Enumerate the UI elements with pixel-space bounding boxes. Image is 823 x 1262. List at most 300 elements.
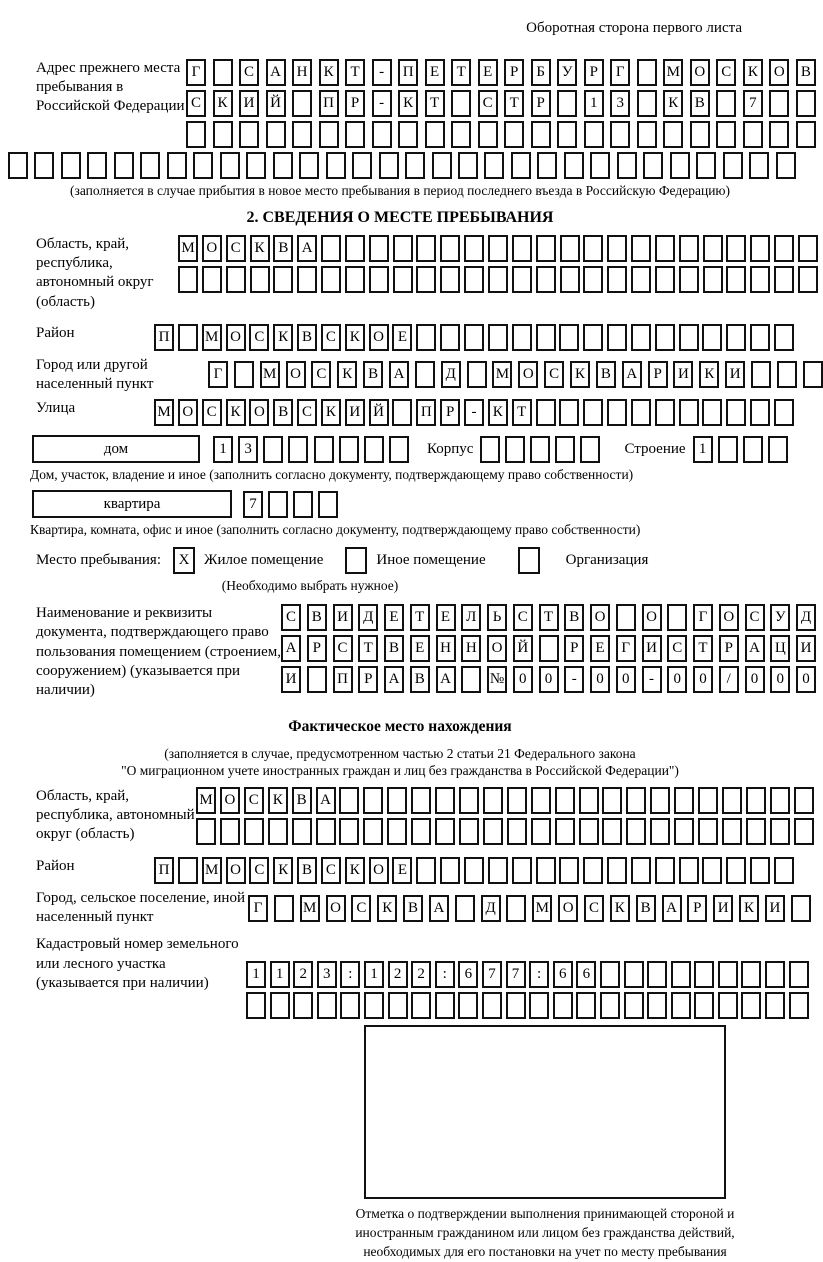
char-cell[interactable]: :: [529, 961, 549, 988]
checkbox-other-premises[interactable]: [345, 547, 367, 574]
char-cell[interactable]: [213, 121, 233, 148]
char-cell[interactable]: №: [487, 666, 507, 693]
char-cell[interactable]: [34, 152, 54, 179]
char-cell[interactable]: К: [743, 59, 763, 86]
char-cell[interactable]: [600, 961, 620, 988]
char-cell[interactable]: О: [220, 787, 240, 814]
char-cell[interactable]: [647, 992, 667, 1019]
char-cell[interactable]: С: [226, 235, 246, 262]
char-cell[interactable]: [480, 436, 500, 463]
char-cell[interactable]: [741, 992, 761, 1019]
char-cell[interactable]: [416, 235, 436, 262]
char-cell[interactable]: А: [622, 361, 642, 388]
char-cell[interactable]: [694, 961, 714, 988]
char-cell[interactable]: [746, 787, 766, 814]
char-cell[interactable]: [643, 152, 663, 179]
char-cell[interactable]: [435, 992, 455, 1019]
char-cell[interactable]: [488, 324, 508, 351]
char-cell[interactable]: М: [178, 235, 198, 262]
char-cell[interactable]: Р: [564, 635, 584, 662]
char-cell[interactable]: [539, 635, 559, 662]
char-cell[interactable]: -: [372, 90, 392, 117]
char-cell[interactable]: Е: [392, 324, 412, 351]
char-cell[interactable]: М: [300, 895, 320, 922]
char-cell[interactable]: -: [642, 666, 662, 693]
char-cell[interactable]: И: [345, 399, 365, 426]
char-cell[interactable]: [425, 121, 445, 148]
char-cell[interactable]: [765, 992, 785, 1019]
char-cell[interactable]: К: [273, 857, 293, 884]
char-cell[interactable]: 7: [743, 90, 763, 117]
char-cell[interactable]: /: [719, 666, 739, 693]
char-cell[interactable]: К: [488, 399, 508, 426]
char-cell[interactable]: [484, 152, 504, 179]
char-cell[interactable]: [363, 818, 383, 845]
char-cell[interactable]: [87, 152, 107, 179]
char-cell[interactable]: [292, 90, 312, 117]
char-cell[interactable]: 2: [293, 961, 313, 988]
char-cell[interactable]: [411, 818, 431, 845]
char-cell[interactable]: [239, 121, 259, 148]
char-cell[interactable]: [505, 436, 525, 463]
char-cell[interactable]: М: [196, 787, 216, 814]
char-cell[interactable]: К: [345, 324, 365, 351]
char-cell[interactable]: А: [316, 787, 336, 814]
char-cell[interactable]: С: [297, 399, 317, 426]
char-cell[interactable]: Б: [531, 59, 551, 86]
char-cell[interactable]: В: [297, 857, 317, 884]
char-cell[interactable]: [482, 992, 502, 1019]
char-cell[interactable]: [631, 399, 651, 426]
char-cell[interactable]: Р: [648, 361, 668, 388]
char-cell[interactable]: [464, 857, 484, 884]
char-cell[interactable]: [674, 818, 694, 845]
char-cell[interactable]: Г: [208, 361, 228, 388]
char-cell[interactable]: [718, 961, 738, 988]
char-cell[interactable]: [655, 235, 675, 262]
char-cell[interactable]: И: [673, 361, 693, 388]
char-cell[interactable]: [607, 857, 627, 884]
char-cell[interactable]: [726, 857, 746, 884]
char-cell[interactable]: Е: [590, 635, 610, 662]
char-cell[interactable]: С: [244, 787, 264, 814]
char-cell[interactable]: [345, 121, 365, 148]
char-cell[interactable]: [314, 436, 334, 463]
char-cell[interactable]: [459, 818, 479, 845]
char-cell[interactable]: В: [564, 604, 584, 631]
char-cell[interactable]: И: [281, 666, 301, 693]
char-cell[interactable]: Р: [719, 635, 739, 662]
char-cell[interactable]: Т: [425, 90, 445, 117]
char-cell[interactable]: [647, 961, 667, 988]
char-cell[interactable]: 0: [796, 666, 816, 693]
char-cell[interactable]: 3: [610, 90, 630, 117]
char-cell[interactable]: А: [266, 59, 286, 86]
char-cell[interactable]: [451, 121, 471, 148]
char-cell[interactable]: [583, 324, 603, 351]
char-cell[interactable]: [537, 152, 557, 179]
char-cell[interactable]: В: [292, 787, 312, 814]
char-cell[interactable]: [746, 818, 766, 845]
char-cell[interactable]: [387, 818, 407, 845]
char-cell[interactable]: [750, 235, 770, 262]
char-cell[interactable]: [339, 787, 359, 814]
char-cell[interactable]: Г: [693, 604, 713, 631]
char-cell[interactable]: [716, 90, 736, 117]
char-cell[interactable]: [583, 235, 603, 262]
char-cell[interactable]: [440, 324, 460, 351]
checkbox-residential[interactable]: X: [173, 547, 195, 574]
char-cell[interactable]: [273, 152, 293, 179]
char-cell[interactable]: [631, 857, 651, 884]
char-cell[interactable]: [268, 491, 288, 518]
char-cell[interactable]: 0: [770, 666, 790, 693]
char-cell[interactable]: Г: [186, 59, 206, 86]
char-cell[interactable]: [655, 266, 675, 293]
char-cell[interactable]: [268, 818, 288, 845]
char-cell[interactable]: [507, 787, 527, 814]
char-cell[interactable]: [536, 857, 556, 884]
char-cell[interactable]: [488, 266, 508, 293]
char-cell[interactable]: [769, 121, 789, 148]
char-cell[interactable]: К: [268, 787, 288, 814]
char-cell[interactable]: [244, 818, 264, 845]
char-cell[interactable]: [339, 818, 359, 845]
char-cell[interactable]: О: [369, 857, 389, 884]
char-cell[interactable]: С: [186, 90, 206, 117]
char-cell[interactable]: [743, 436, 763, 463]
char-cell[interactable]: К: [610, 895, 630, 922]
char-cell[interactable]: Р: [687, 895, 707, 922]
char-cell[interactable]: [220, 152, 240, 179]
char-cell[interactable]: Т: [358, 635, 378, 662]
char-cell[interactable]: [531, 787, 551, 814]
char-cell[interactable]: Р: [440, 399, 460, 426]
char-cell[interactable]: 0: [693, 666, 713, 693]
char-cell[interactable]: [726, 266, 746, 293]
char-cell[interactable]: [610, 121, 630, 148]
char-cell[interactable]: Д: [796, 604, 816, 631]
char-cell[interactable]: Р: [307, 635, 327, 662]
char-cell[interactable]: [321, 235, 341, 262]
char-cell[interactable]: [293, 491, 313, 518]
checkbox-organization[interactable]: [518, 547, 540, 574]
char-cell[interactable]: С: [716, 59, 736, 86]
char-cell[interactable]: 1: [213, 436, 233, 463]
char-cell[interactable]: [416, 266, 436, 293]
char-cell[interactable]: 0: [513, 666, 533, 693]
char-cell[interactable]: [702, 857, 722, 884]
char-cell[interactable]: [723, 152, 743, 179]
char-cell[interactable]: 2: [388, 961, 408, 988]
char-cell[interactable]: [435, 787, 455, 814]
char-cell[interactable]: В: [596, 361, 616, 388]
char-cell[interactable]: [536, 235, 556, 262]
char-cell[interactable]: [458, 992, 478, 1019]
char-cell[interactable]: [196, 818, 216, 845]
char-cell[interactable]: [193, 152, 213, 179]
char-cell[interactable]: Р: [358, 666, 378, 693]
char-cell[interactable]: [768, 436, 788, 463]
char-cell[interactable]: [624, 992, 644, 1019]
char-cell[interactable]: [631, 324, 651, 351]
char-cell[interactable]: М: [260, 361, 280, 388]
char-cell[interactable]: О: [226, 857, 246, 884]
char-cell[interactable]: [579, 787, 599, 814]
char-cell[interactable]: [774, 399, 794, 426]
char-cell[interactable]: С: [351, 895, 371, 922]
char-cell[interactable]: [512, 235, 532, 262]
char-cell[interactable]: 1: [364, 961, 384, 988]
char-cell[interactable]: [794, 818, 814, 845]
char-cell[interactable]: К: [213, 90, 233, 117]
char-cell[interactable]: К: [345, 857, 365, 884]
char-cell[interactable]: [750, 857, 770, 884]
char-cell[interactable]: [316, 818, 336, 845]
char-cell[interactable]: 0: [590, 666, 610, 693]
char-cell[interactable]: [167, 152, 187, 179]
char-cell[interactable]: [288, 436, 308, 463]
char-cell[interactable]: [789, 992, 809, 1019]
char-cell[interactable]: [702, 399, 722, 426]
char-cell[interactable]: [631, 266, 651, 293]
char-cell[interactable]: 6: [576, 961, 596, 988]
char-cell[interactable]: [796, 90, 816, 117]
char-cell[interactable]: В: [636, 895, 656, 922]
char-cell[interactable]: [750, 399, 770, 426]
char-cell[interactable]: [655, 324, 675, 351]
char-cell[interactable]: [507, 818, 527, 845]
char-cell[interactable]: С: [478, 90, 498, 117]
char-cell[interactable]: К: [319, 59, 339, 86]
char-cell[interactable]: [318, 491, 338, 518]
char-cell[interactable]: [722, 818, 742, 845]
char-cell[interactable]: [478, 121, 498, 148]
char-cell[interactable]: И: [713, 895, 733, 922]
char-cell[interactable]: [774, 857, 794, 884]
char-cell[interactable]: А: [281, 635, 301, 662]
char-cell[interactable]: [726, 235, 746, 262]
char-cell[interactable]: В: [273, 399, 293, 426]
char-cell[interactable]: С: [239, 59, 259, 86]
char-cell[interactable]: В: [796, 59, 816, 86]
char-cell[interactable]: [718, 992, 738, 1019]
char-cell[interactable]: [741, 961, 761, 988]
char-cell[interactable]: К: [377, 895, 397, 922]
char-cell[interactable]: [607, 399, 627, 426]
char-cell[interactable]: К: [739, 895, 759, 922]
char-cell[interactable]: [326, 152, 346, 179]
char-cell[interactable]: А: [429, 895, 449, 922]
char-cell[interactable]: [560, 266, 580, 293]
char-cell[interactable]: Д: [441, 361, 461, 388]
char-cell[interactable]: П: [319, 90, 339, 117]
char-cell[interactable]: [602, 787, 622, 814]
char-cell[interactable]: [178, 324, 198, 351]
char-cell[interactable]: 3: [238, 436, 258, 463]
char-cell[interactable]: О: [226, 324, 246, 351]
char-cell[interactable]: [364, 992, 384, 1019]
char-cell[interactable]: К: [321, 399, 341, 426]
char-cell[interactable]: [555, 818, 575, 845]
char-cell[interactable]: -: [464, 399, 484, 426]
char-cell[interactable]: А: [384, 666, 404, 693]
char-cell[interactable]: [553, 992, 573, 1019]
char-cell[interactable]: [770, 787, 790, 814]
char-cell[interactable]: П: [416, 399, 436, 426]
char-cell[interactable]: [776, 152, 796, 179]
char-cell[interactable]: О: [518, 361, 538, 388]
char-cell[interactable]: [512, 857, 532, 884]
char-cell[interactable]: [559, 857, 579, 884]
char-cell[interactable]: К: [570, 361, 590, 388]
char-cell[interactable]: Ь: [487, 604, 507, 631]
char-cell[interactable]: [679, 324, 699, 351]
char-cell[interactable]: Т: [512, 399, 532, 426]
char-cell[interactable]: [531, 121, 551, 148]
char-cell[interactable]: [250, 266, 270, 293]
char-cell[interactable]: [483, 818, 503, 845]
char-cell[interactable]: [607, 266, 627, 293]
char-cell[interactable]: [671, 992, 691, 1019]
char-cell[interactable]: П: [154, 324, 174, 351]
char-cell[interactable]: В: [690, 90, 710, 117]
char-cell[interactable]: [512, 266, 532, 293]
char-cell[interactable]: [369, 266, 389, 293]
char-cell[interactable]: Т: [451, 59, 471, 86]
char-cell[interactable]: [388, 992, 408, 1019]
char-cell[interactable]: К: [398, 90, 418, 117]
char-cell[interactable]: [749, 152, 769, 179]
char-cell[interactable]: [455, 895, 475, 922]
char-cell[interactable]: М: [663, 59, 683, 86]
char-cell[interactable]: Е: [436, 604, 456, 631]
char-cell[interactable]: [372, 121, 392, 148]
char-cell[interactable]: [718, 436, 738, 463]
char-cell[interactable]: :: [435, 961, 455, 988]
char-cell[interactable]: [798, 235, 818, 262]
char-cell[interactable]: [765, 961, 785, 988]
char-cell[interactable]: И: [765, 895, 785, 922]
char-cell[interactable]: [583, 857, 603, 884]
char-cell[interactable]: [178, 266, 198, 293]
char-cell[interactable]: О: [326, 895, 346, 922]
char-cell[interactable]: [389, 436, 409, 463]
char-cell[interactable]: [411, 787, 431, 814]
char-cell[interactable]: С: [333, 635, 353, 662]
char-cell[interactable]: 7: [482, 961, 502, 988]
char-cell[interactable]: [352, 152, 372, 179]
char-cell[interactable]: [483, 787, 503, 814]
char-cell[interactable]: М: [202, 857, 222, 884]
char-cell[interactable]: 1: [246, 961, 266, 988]
char-cell[interactable]: С: [513, 604, 533, 631]
char-cell[interactable]: [576, 992, 596, 1019]
char-cell[interactable]: 3: [317, 961, 337, 988]
char-cell[interactable]: Г: [616, 635, 636, 662]
char-cell[interactable]: [506, 895, 526, 922]
char-cell[interactable]: [631, 235, 651, 262]
char-cell[interactable]: [794, 787, 814, 814]
char-cell[interactable]: О: [249, 399, 269, 426]
char-cell[interactable]: [266, 121, 286, 148]
char-cell[interactable]: Р: [531, 90, 551, 117]
char-cell[interactable]: [698, 787, 718, 814]
char-cell[interactable]: [273, 266, 293, 293]
char-cell[interactable]: [626, 787, 646, 814]
char-cell[interactable]: А: [389, 361, 409, 388]
char-cell[interactable]: [555, 787, 575, 814]
char-cell[interactable]: [415, 361, 435, 388]
char-cell[interactable]: Т: [693, 635, 713, 662]
char-cell[interactable]: [186, 121, 206, 148]
char-cell[interactable]: [796, 121, 816, 148]
char-cell[interactable]: 2: [411, 961, 431, 988]
char-cell[interactable]: К: [250, 235, 270, 262]
char-cell[interactable]: В: [273, 235, 293, 262]
char-cell[interactable]: [694, 992, 714, 1019]
char-cell[interactable]: О: [719, 604, 739, 631]
char-cell[interactable]: [459, 787, 479, 814]
char-cell[interactable]: С: [584, 895, 604, 922]
char-cell[interactable]: 0: [745, 666, 765, 693]
char-cell[interactable]: Д: [481, 895, 501, 922]
char-cell[interactable]: [364, 436, 384, 463]
char-cell[interactable]: [416, 857, 436, 884]
char-cell[interactable]: [411, 992, 431, 1019]
char-cell[interactable]: [803, 361, 823, 388]
char-cell[interactable]: М: [532, 895, 552, 922]
char-cell[interactable]: [511, 152, 531, 179]
char-cell[interactable]: [696, 152, 716, 179]
char-cell[interactable]: [743, 121, 763, 148]
char-cell[interactable]: О: [369, 324, 389, 351]
char-cell[interactable]: [655, 857, 675, 884]
char-cell[interactable]: [777, 361, 797, 388]
char-cell[interactable]: У: [557, 59, 577, 86]
char-cell[interactable]: Ц: [770, 635, 790, 662]
char-cell[interactable]: [583, 266, 603, 293]
char-cell[interactable]: В: [307, 604, 327, 631]
char-cell[interactable]: [317, 992, 337, 1019]
char-cell[interactable]: Е: [392, 857, 412, 884]
char-cell[interactable]: [564, 152, 584, 179]
char-cell[interactable]: [637, 90, 657, 117]
char-cell[interactable]: С: [544, 361, 564, 388]
char-cell[interactable]: [536, 324, 556, 351]
char-cell[interactable]: [321, 266, 341, 293]
char-cell[interactable]: Н: [461, 635, 481, 662]
char-cell[interactable]: П: [398, 59, 418, 86]
char-cell[interactable]: Р: [584, 59, 604, 86]
char-cell[interactable]: [393, 235, 413, 262]
char-cell[interactable]: [435, 818, 455, 845]
char-cell[interactable]: [345, 235, 365, 262]
char-cell[interactable]: [292, 121, 312, 148]
char-cell[interactable]: [297, 266, 317, 293]
char-cell[interactable]: С: [311, 361, 331, 388]
char-cell[interactable]: [393, 266, 413, 293]
char-cell[interactable]: [387, 787, 407, 814]
char-cell[interactable]: [464, 266, 484, 293]
char-cell[interactable]: В: [410, 666, 430, 693]
char-cell[interactable]: -: [372, 59, 392, 86]
char-cell[interactable]: -: [564, 666, 584, 693]
char-cell[interactable]: И: [725, 361, 745, 388]
char-cell[interactable]: Н: [292, 59, 312, 86]
char-cell[interactable]: [178, 857, 198, 884]
char-cell[interactable]: К: [699, 361, 719, 388]
